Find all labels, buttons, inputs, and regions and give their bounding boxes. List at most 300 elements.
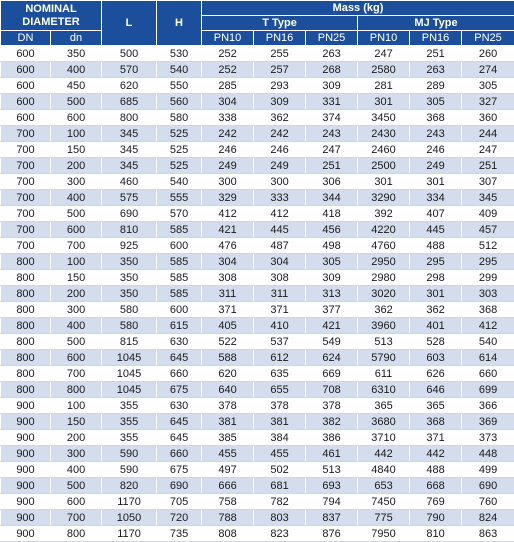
h-cell: 580	[157, 110, 202, 126]
dn-header: DN	[1, 31, 51, 46]
mj-pn25-cell: 307	[462, 174, 514, 190]
t-pn25-cell: 268	[306, 62, 358, 78]
table-row	[1, 94, 514, 110]
t-pn25-cell: 263	[306, 46, 358, 62]
t-pn10-cell: 242	[202, 126, 254, 142]
h-cell: 645	[157, 414, 202, 430]
t-pn10-cell: 522	[202, 334, 254, 350]
dn-cell: 900	[1, 478, 51, 494]
mj-pn10-cell: 7950	[358, 526, 410, 542]
mj-pn25-cell: 305	[462, 78, 514, 94]
t-pn25-cell: 669	[306, 366, 358, 382]
t-pn25-cell: 331	[306, 94, 358, 110]
mj-pn10-cell: 3020	[358, 286, 410, 302]
dn-small-header: dn	[51, 31, 102, 46]
h-cell: 630	[157, 334, 202, 350]
l-cell: 925	[102, 238, 157, 254]
table-row	[1, 126, 514, 142]
dn-small-cell: 200	[51, 286, 102, 302]
mj-pn10-cell: 2430	[358, 126, 410, 142]
mj-pn25-cell: 699	[462, 382, 514, 398]
dn-cell: 900	[1, 414, 51, 430]
mj-pn16-cell: 263	[410, 62, 462, 78]
mj-pn16-cell: 295	[410, 254, 462, 270]
t-pn10-cell: 338	[202, 110, 254, 126]
mj-pn16-cell: 371	[410, 430, 462, 446]
mj-pn25-cell: 412	[462, 318, 514, 334]
t-pn10-cell: 311	[202, 286, 254, 302]
t-pn16-header: PN16	[254, 31, 306, 46]
t-pn16-cell: 255	[254, 46, 306, 62]
dn-small-cell: 300	[51, 174, 102, 190]
t-pn16-cell: 455	[254, 446, 306, 462]
t-pn10-cell: 304	[202, 254, 254, 270]
dn-cell: 800	[1, 382, 51, 398]
dn-cell: 600	[1, 78, 51, 94]
t-pn10-header: PN10	[202, 31, 254, 46]
mj-pn10-header: PN10	[358, 31, 410, 46]
mj-pn16-cell: 528	[410, 334, 462, 350]
t-pn25-cell: 377	[306, 302, 358, 318]
mj-pn25-cell: 824	[462, 510, 514, 526]
dn-small-cell: 150	[51, 414, 102, 430]
dn-cell: 900	[1, 494, 51, 510]
h-header: H	[157, 1, 202, 46]
t-pn16-cell: 246	[254, 142, 306, 158]
table-row	[1, 46, 514, 62]
mj-pn16-cell: 243	[410, 126, 462, 142]
dn-cell: 800	[1, 286, 51, 302]
l-cell: 690	[102, 206, 157, 222]
t-pn25-cell: 461	[306, 446, 358, 462]
mj-pn10-cell: 775	[358, 510, 410, 526]
mj-pn10-cell: 3680	[358, 414, 410, 430]
dn-small-cell: 200	[51, 430, 102, 446]
h-cell: 540	[157, 174, 202, 190]
mj-pn10-cell: 3710	[358, 430, 410, 446]
dn-small-cell: 100	[51, 254, 102, 270]
dn-small-cell: 300	[51, 446, 102, 462]
mj-pn16-cell: 246	[410, 142, 462, 158]
mj-pn25-cell: 863	[462, 526, 514, 542]
t-pn16-cell: 333	[254, 190, 306, 206]
h-cell: 555	[157, 190, 202, 206]
t-pn16-cell: 257	[254, 62, 306, 78]
t-pn10-cell: 497	[202, 462, 254, 478]
h-cell: 660	[157, 446, 202, 462]
dn-small-cell: 800	[51, 526, 102, 542]
dn-small-cell: 300	[51, 302, 102, 318]
mj-pn16-cell: 810	[410, 526, 462, 542]
mj-pn25-cell: 295	[462, 254, 514, 270]
t-pn10-cell: 758	[202, 494, 254, 510]
t-pn16-cell: 412	[254, 206, 306, 222]
t-pn25-cell: 794	[306, 494, 358, 510]
table-row	[1, 142, 514, 158]
mj-pn25-cell: 327	[462, 94, 514, 110]
table-row	[1, 302, 514, 318]
h-cell: 675	[157, 382, 202, 398]
h-cell: 560	[157, 94, 202, 110]
l-cell: 580	[102, 302, 157, 318]
h-cell: 585	[157, 286, 202, 302]
mj-pn10-cell: 3450	[358, 110, 410, 126]
mj-pn25-header: PN25	[462, 31, 514, 46]
t-pn10-cell: 249	[202, 158, 254, 174]
t-pn10-cell: 381	[202, 414, 254, 430]
dn-cell: 800	[1, 318, 51, 334]
mj-pn16-cell: 251	[410, 46, 462, 62]
t-pn16-cell: 371	[254, 302, 306, 318]
h-cell: 525	[157, 142, 202, 158]
t-pn16-cell: 782	[254, 494, 306, 510]
dn-cell: 900	[1, 526, 51, 542]
t-pn25-cell: 305	[306, 254, 358, 270]
dn-small-cell: 100	[51, 398, 102, 414]
table-body	[1, 46, 514, 542]
mj-pn25-cell: 360	[462, 110, 514, 126]
dn-cell: 900	[1, 446, 51, 462]
t-pn25-cell: 251	[306, 158, 358, 174]
dn-cell: 700	[1, 222, 51, 238]
dn-small-cell: 150	[51, 270, 102, 286]
l-cell: 570	[102, 62, 157, 78]
mj-pn16-cell: 445	[410, 222, 462, 238]
dn-small-cell: 200	[51, 158, 102, 174]
dn-small-cell: 600	[51, 494, 102, 510]
mj-pn25-cell: 366	[462, 398, 514, 414]
mj-pn10-cell: 3290	[358, 190, 410, 206]
t-pn25-cell: 386	[306, 430, 358, 446]
l-cell: 810	[102, 222, 157, 238]
dn-cell: 900	[1, 462, 51, 478]
t-pn16-cell: 300	[254, 174, 306, 190]
table-row	[1, 110, 514, 126]
t-pn25-cell: 313	[306, 286, 358, 302]
t-pn10-cell: 666	[202, 478, 254, 494]
dn-cell: 800	[1, 302, 51, 318]
mj-pn25-cell: 614	[462, 350, 514, 366]
h-cell: 630	[157, 398, 202, 414]
h-cell: 720	[157, 510, 202, 526]
mj-pn16-cell: 401	[410, 318, 462, 334]
l-cell: 590	[102, 462, 157, 478]
t-pn16-cell: 242	[254, 126, 306, 142]
t-pn16-cell: 612	[254, 350, 306, 366]
dn-small-cell: 100	[51, 126, 102, 142]
dn-cell: 700	[1, 206, 51, 222]
t-pn25-cell: 421	[306, 318, 358, 334]
dn-small-cell: 400	[51, 318, 102, 334]
mj-pn16-cell: 407	[410, 206, 462, 222]
t-pn25-cell: 309	[306, 78, 358, 94]
t-pn25-cell: 456	[306, 222, 358, 238]
mj-pn10-cell: 281	[358, 78, 410, 94]
t-pn10-cell: 640	[202, 382, 254, 398]
h-cell: 675	[157, 462, 202, 478]
mj-pn25-cell: 299	[462, 270, 514, 286]
dn-cell: 700	[1, 158, 51, 174]
t-pn16-cell: 537	[254, 334, 306, 350]
l-cell: 575	[102, 190, 157, 206]
mj-pn10-cell: 2460	[358, 142, 410, 158]
dn-cell: 700	[1, 174, 51, 190]
t-pn10-cell: 252	[202, 62, 254, 78]
table-row	[1, 62, 514, 78]
t-pn10-cell: 285	[202, 78, 254, 94]
h-cell: 525	[157, 126, 202, 142]
table-row	[1, 318, 514, 334]
mj-pn10-cell: 4220	[358, 222, 410, 238]
t-pn16-cell: 311	[254, 286, 306, 302]
mj-pn16-cell: 368	[410, 110, 462, 126]
t-pn16-cell: 681	[254, 478, 306, 494]
mj-pn25-cell: 369	[462, 414, 514, 430]
h-cell: 705	[157, 494, 202, 510]
t-pn10-cell: 246	[202, 142, 254, 158]
mass-header: Mass (kg)	[202, 1, 514, 16]
t-pn25-cell: 378	[306, 398, 358, 414]
mj-pn10-cell: 4840	[358, 462, 410, 478]
mj-pn25-cell: 409	[462, 206, 514, 222]
t-pn25-cell: 243	[306, 126, 358, 142]
t-pn25-cell: 549	[306, 334, 358, 350]
mj-pn25-cell: 274	[462, 62, 514, 78]
t-pn16-cell: 309	[254, 94, 306, 110]
mj-pn10-cell: 2950	[358, 254, 410, 270]
t-pn25-cell: 693	[306, 478, 358, 494]
l-cell: 815	[102, 334, 157, 350]
dn-cell: 600	[1, 46, 51, 62]
l-header: L	[102, 1, 157, 46]
t-pn16-cell: 304	[254, 254, 306, 270]
l-cell: 590	[102, 446, 157, 462]
table-row	[1, 430, 514, 446]
dn-small-cell: 400	[51, 62, 102, 78]
table-row	[1, 526, 514, 542]
mj-pn16-cell: 249	[410, 158, 462, 174]
t-pn10-cell: 300	[202, 174, 254, 190]
t-pn16-cell: 384	[254, 430, 306, 446]
dn-small-cell: 600	[51, 222, 102, 238]
dn-cell: 800	[1, 270, 51, 286]
mj-pn10-cell: 301	[358, 174, 410, 190]
l-cell: 685	[102, 94, 157, 110]
dn-small-cell: 700	[51, 238, 102, 254]
dn-small-cell: 700	[51, 510, 102, 526]
dn-cell: 900	[1, 510, 51, 526]
t-pn10-cell: 252	[202, 46, 254, 62]
h-cell: 645	[157, 430, 202, 446]
dn-small-cell: 500	[51, 94, 102, 110]
dn-cell: 900	[1, 398, 51, 414]
mj-type-header: MJ Type	[358, 16, 514, 31]
mj-pn16-cell: 362	[410, 302, 462, 318]
l-cell: 345	[102, 142, 157, 158]
dn-small-cell: 450	[51, 78, 102, 94]
dn-cell: 700	[1, 126, 51, 142]
t-pn16-cell: 381	[254, 414, 306, 430]
t-pn10-cell: 455	[202, 446, 254, 462]
mj-pn25-cell: 368	[462, 302, 514, 318]
t-pn16-cell: 487	[254, 238, 306, 254]
mj-pn10-cell: 3960	[358, 318, 410, 334]
t-pn16-cell: 635	[254, 366, 306, 382]
mj-pn16-cell: 305	[410, 94, 462, 110]
t-pn10-cell: 788	[202, 510, 254, 526]
h-cell: 585	[157, 254, 202, 270]
mj-pn16-cell: 488	[410, 462, 462, 478]
t-pn10-cell: 421	[202, 222, 254, 238]
mj-pn25-cell: 512	[462, 238, 514, 254]
mj-pn10-cell: 4760	[358, 238, 410, 254]
t-pn16-cell: 655	[254, 382, 306, 398]
h-cell: 550	[157, 78, 202, 94]
t-pn25-cell: 382	[306, 414, 358, 430]
table-row	[1, 446, 514, 462]
l-cell: 800	[102, 110, 157, 126]
mj-pn25-cell: 760	[462, 494, 514, 510]
table-row	[1, 510, 514, 526]
dn-small-cell: 700	[51, 366, 102, 382]
t-pn25-cell: 418	[306, 206, 358, 222]
mj-pn25-cell: 499	[462, 462, 514, 478]
table-row	[1, 78, 514, 94]
l-cell: 1170	[102, 526, 157, 542]
table-row	[1, 382, 514, 398]
h-cell: 660	[157, 366, 202, 382]
mj-pn10-cell: 611	[358, 366, 410, 382]
dn-small-cell: 150	[51, 142, 102, 158]
dn-cell: 800	[1, 366, 51, 382]
mj-pn25-cell: 260	[462, 46, 514, 62]
mj-pn25-cell: 251	[462, 158, 514, 174]
h-cell: 600	[157, 238, 202, 254]
t-pn10-cell: 371	[202, 302, 254, 318]
t-pn25-cell: 374	[306, 110, 358, 126]
mj-pn16-cell: 301	[410, 286, 462, 302]
h-cell: 585	[157, 270, 202, 286]
table-row	[1, 398, 514, 414]
table-row	[1, 158, 514, 174]
t-pn16-cell: 308	[254, 270, 306, 286]
table-row	[1, 366, 514, 382]
table-row	[1, 238, 514, 254]
table-row	[1, 206, 514, 222]
l-cell: 355	[102, 430, 157, 446]
l-cell: 580	[102, 318, 157, 334]
table-row	[1, 270, 514, 286]
t-pn16-cell: 293	[254, 78, 306, 94]
l-cell: 350	[102, 286, 157, 302]
h-cell: 530	[157, 46, 202, 62]
h-cell: 600	[157, 302, 202, 318]
t-pn10-cell: 808	[202, 526, 254, 542]
l-cell: 620	[102, 78, 157, 94]
table-row	[1, 190, 514, 206]
mj-pn25-cell: 345	[462, 190, 514, 206]
h-cell: 585	[157, 222, 202, 238]
dn-small-cell: 500	[51, 478, 102, 494]
t-pn10-cell: 304	[202, 94, 254, 110]
t-pn10-cell: 476	[202, 238, 254, 254]
mj-pn16-cell: 442	[410, 446, 462, 462]
dn-small-cell: 600	[51, 110, 102, 126]
t-pn10-cell: 412	[202, 206, 254, 222]
table-row	[1, 334, 514, 350]
mj-pn25-cell: 373	[462, 430, 514, 446]
mj-pn10-cell: 301	[358, 94, 410, 110]
t-pn25-cell: 306	[306, 174, 358, 190]
dn-cell: 600	[1, 110, 51, 126]
mj-pn10-cell: 2500	[358, 158, 410, 174]
l-cell: 350	[102, 254, 157, 270]
mj-pn10-cell: 2580	[358, 62, 410, 78]
l-cell: 1050	[102, 510, 157, 526]
mj-pn16-cell: 603	[410, 350, 462, 366]
dn-small-cell: 800	[51, 382, 102, 398]
l-cell: 1045	[102, 366, 157, 382]
t-pn10-cell: 588	[202, 350, 254, 366]
h-cell: 690	[157, 478, 202, 494]
t-pn10-cell: 405	[202, 318, 254, 334]
mj-pn25-cell: 448	[462, 446, 514, 462]
table-row	[1, 174, 514, 190]
t-pn25-cell: 309	[306, 270, 358, 286]
table-row	[1, 222, 514, 238]
mj-pn25-cell: 244	[462, 126, 514, 142]
dn-small-cell: 500	[51, 206, 102, 222]
dn-small-cell: 400	[51, 190, 102, 206]
t-pn25-cell: 876	[306, 526, 358, 542]
mj-pn25-cell: 303	[462, 286, 514, 302]
mj-pn25-cell: 247	[462, 142, 514, 158]
mj-pn16-cell: 365	[410, 398, 462, 414]
mj-pn25-cell: 540	[462, 334, 514, 350]
mj-pn16-cell: 668	[410, 478, 462, 494]
l-cell: 500	[102, 46, 157, 62]
t-pn10-cell: 329	[202, 190, 254, 206]
l-cell: 1045	[102, 382, 157, 398]
l-cell: 345	[102, 158, 157, 174]
mj-pn10-cell: 2980	[358, 270, 410, 286]
t-pn25-cell: 624	[306, 350, 358, 366]
t-pn25-cell: 513	[306, 462, 358, 478]
t-pn25-header: PN25	[306, 31, 358, 46]
mj-pn16-cell: 790	[410, 510, 462, 526]
mj-pn25-cell: 457	[462, 222, 514, 238]
mj-pn10-cell: 362	[358, 302, 410, 318]
t-pn16-cell: 378	[254, 398, 306, 414]
t-pn16-cell: 502	[254, 462, 306, 478]
dn-small-cell: 350	[51, 46, 102, 62]
h-cell: 540	[157, 62, 202, 78]
mj-pn16-cell: 488	[410, 238, 462, 254]
t-pn16-cell: 803	[254, 510, 306, 526]
t-pn10-cell: 308	[202, 270, 254, 286]
dn-cell: 700	[1, 238, 51, 254]
l-cell: 1170	[102, 494, 157, 510]
t-type-header: T Type	[202, 16, 358, 31]
l-cell: 350	[102, 270, 157, 286]
mj-pn16-cell: 626	[410, 366, 462, 382]
mj-pn10-cell: 6310	[358, 382, 410, 398]
h-cell: 735	[157, 526, 202, 542]
l-cell: 355	[102, 398, 157, 414]
mj-pn10-cell: 442	[358, 446, 410, 462]
mj-pn16-header: PN16	[410, 31, 462, 46]
h-cell: 525	[157, 158, 202, 174]
